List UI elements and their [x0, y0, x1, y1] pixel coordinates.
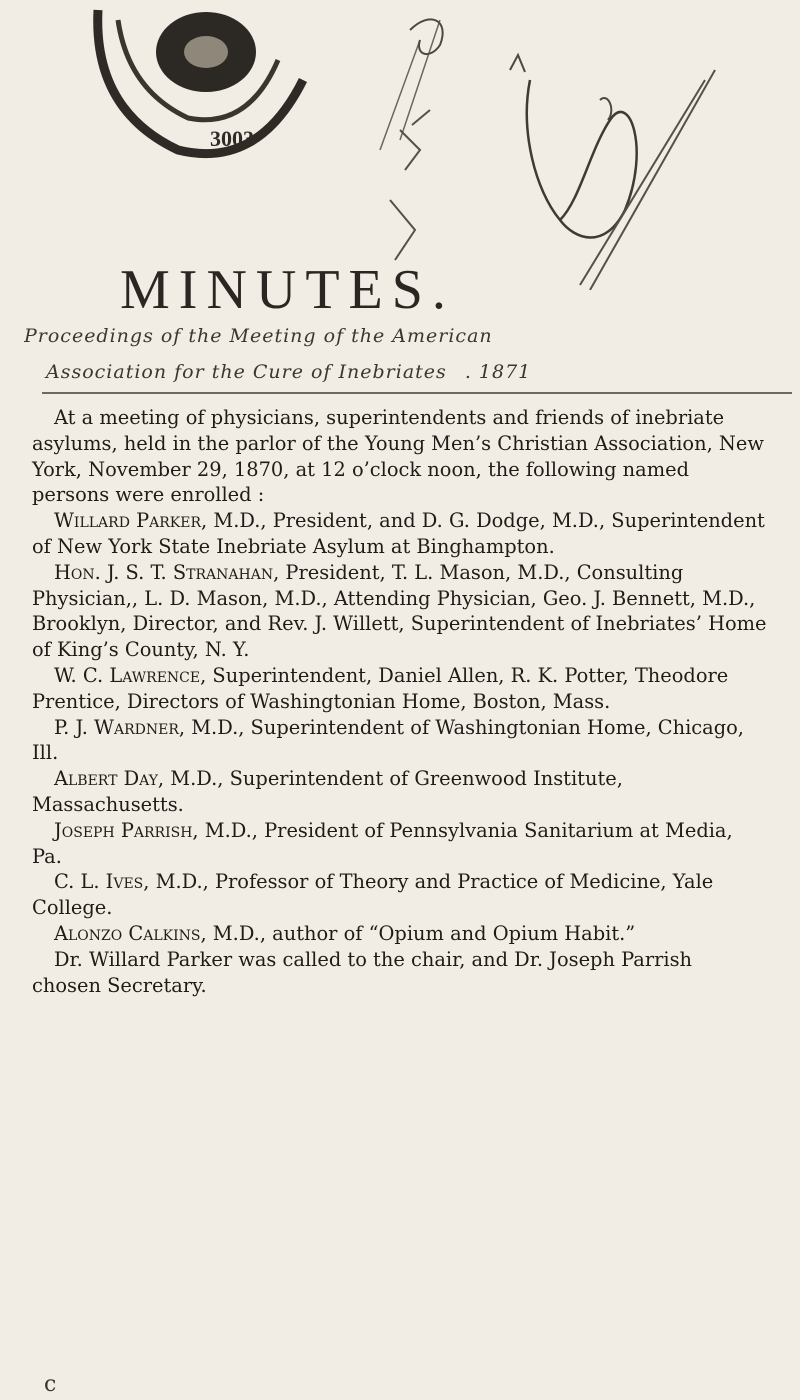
paragraph-text: M.D., President, and D. G. Dodge, M.D., Superintendent of New York State Inebriate Asylum at Binghampton.	[32, 509, 765, 558]
paragraph-text: M.D., President of Pennsylvania Sanitarium at Media, Pa.	[32, 818, 733, 868]
paragraph-member	[32, 818, 767, 870]
paragraph-member	[32, 663, 767, 715]
pencil-diagonal	[580, 70, 715, 290]
stamp-number: 3003	[210, 126, 254, 151]
footer-mark: c	[44, 1372, 57, 1397]
paragraph-text: M.D., Superintendent of Washingtonian Home, Chicago, Ill.	[32, 715, 744, 765]
paragraph-lead: Albert Day,	[54, 767, 165, 791]
paragraph-lead: Joseph Parrish,	[54, 818, 199, 842]
handwritten-line-2	[24, 354, 794, 390]
paragraph-closing	[32, 947, 767, 999]
handwritten-date: . 1871	[464, 361, 532, 383]
handwritten-title	[24, 318, 794, 398]
paragraph-lead: Hon. J. S. T. Stranahan,	[54, 560, 280, 584]
stamp-emblem-center	[184, 36, 228, 68]
paragraph-lead: Alonzo Calkins,	[54, 921, 207, 945]
paragraph-member	[32, 560, 767, 663]
paragraph-text: M.D., Professor of Theory and Practice of Medicine, Yale College.	[32, 870, 714, 920]
pencil-small	[510, 55, 611, 120]
page-title: MINUTES.	[120, 259, 455, 321]
pencil-scribbles	[360, 0, 720, 290]
paragraph-member	[32, 508, 767, 560]
paragraph-text: Dr. Willard Parker was called to the chair, and Dr. Joseph Parrish chosen Secretary.	[32, 947, 693, 997]
paragraph-lead: C. L. Ives,	[54, 870, 150, 894]
paragraph-lead: Willard Parker,	[54, 509, 208, 533]
paragraph-member	[32, 921, 767, 947]
pencil-marks	[390, 110, 430, 260]
pencil-slash-1	[380, 20, 440, 150]
paragraph-text: M.D., Superintendent of Greenwood Institute, Massachusetts.	[32, 767, 623, 816]
paragraph-member	[32, 869, 767, 921]
paragraph-lead: P. J. Wardner,	[54, 715, 186, 739]
paragraph-text: M.D., author of “Opium and Opium Habit.”	[206, 921, 636, 945]
handwritten-line-2-text: Association for the Cure of Inebriates	[46, 361, 447, 383]
handwritten-line-1: Proceedings of the Meeting of the American	[24, 325, 493, 347]
header-rule	[42, 392, 792, 394]
pencil-bundle	[527, 80, 637, 238]
paragraph-lead: W. C. Lawrence,	[54, 663, 207, 687]
paragraph-text: Superintendent, Daniel Allen, R. K. Potter, Theodore Prentice, Directors of Washingtonian Home, Boston, Mass.	[32, 663, 729, 713]
paragraph-text: President, T. L. Mason, M.D., Consulting Physician,, L. D. Mason, M.D., Attending Physician, Geo. J. Bennett, M.D., Brooklyn, Director, and Rev. J. Willett, Superintendent of Inebriates’ Home of King’s County, N. Y.	[32, 560, 767, 662]
library-stamp	[88, 0, 318, 160]
minutes-body	[32, 405, 767, 998]
paragraph-intro	[32, 405, 767, 508]
paragraph-text: At a meeting of physicians, superintendents and friends of inebriate asylums, held in the parlor of the Young Men’s Christian Association, New York, November 29, 1870, at 12 o’clock noon, the following named persons were enrolled :	[32, 406, 764, 507]
paragraph-member	[32, 766, 767, 818]
paragraph-member	[32, 715, 767, 767]
